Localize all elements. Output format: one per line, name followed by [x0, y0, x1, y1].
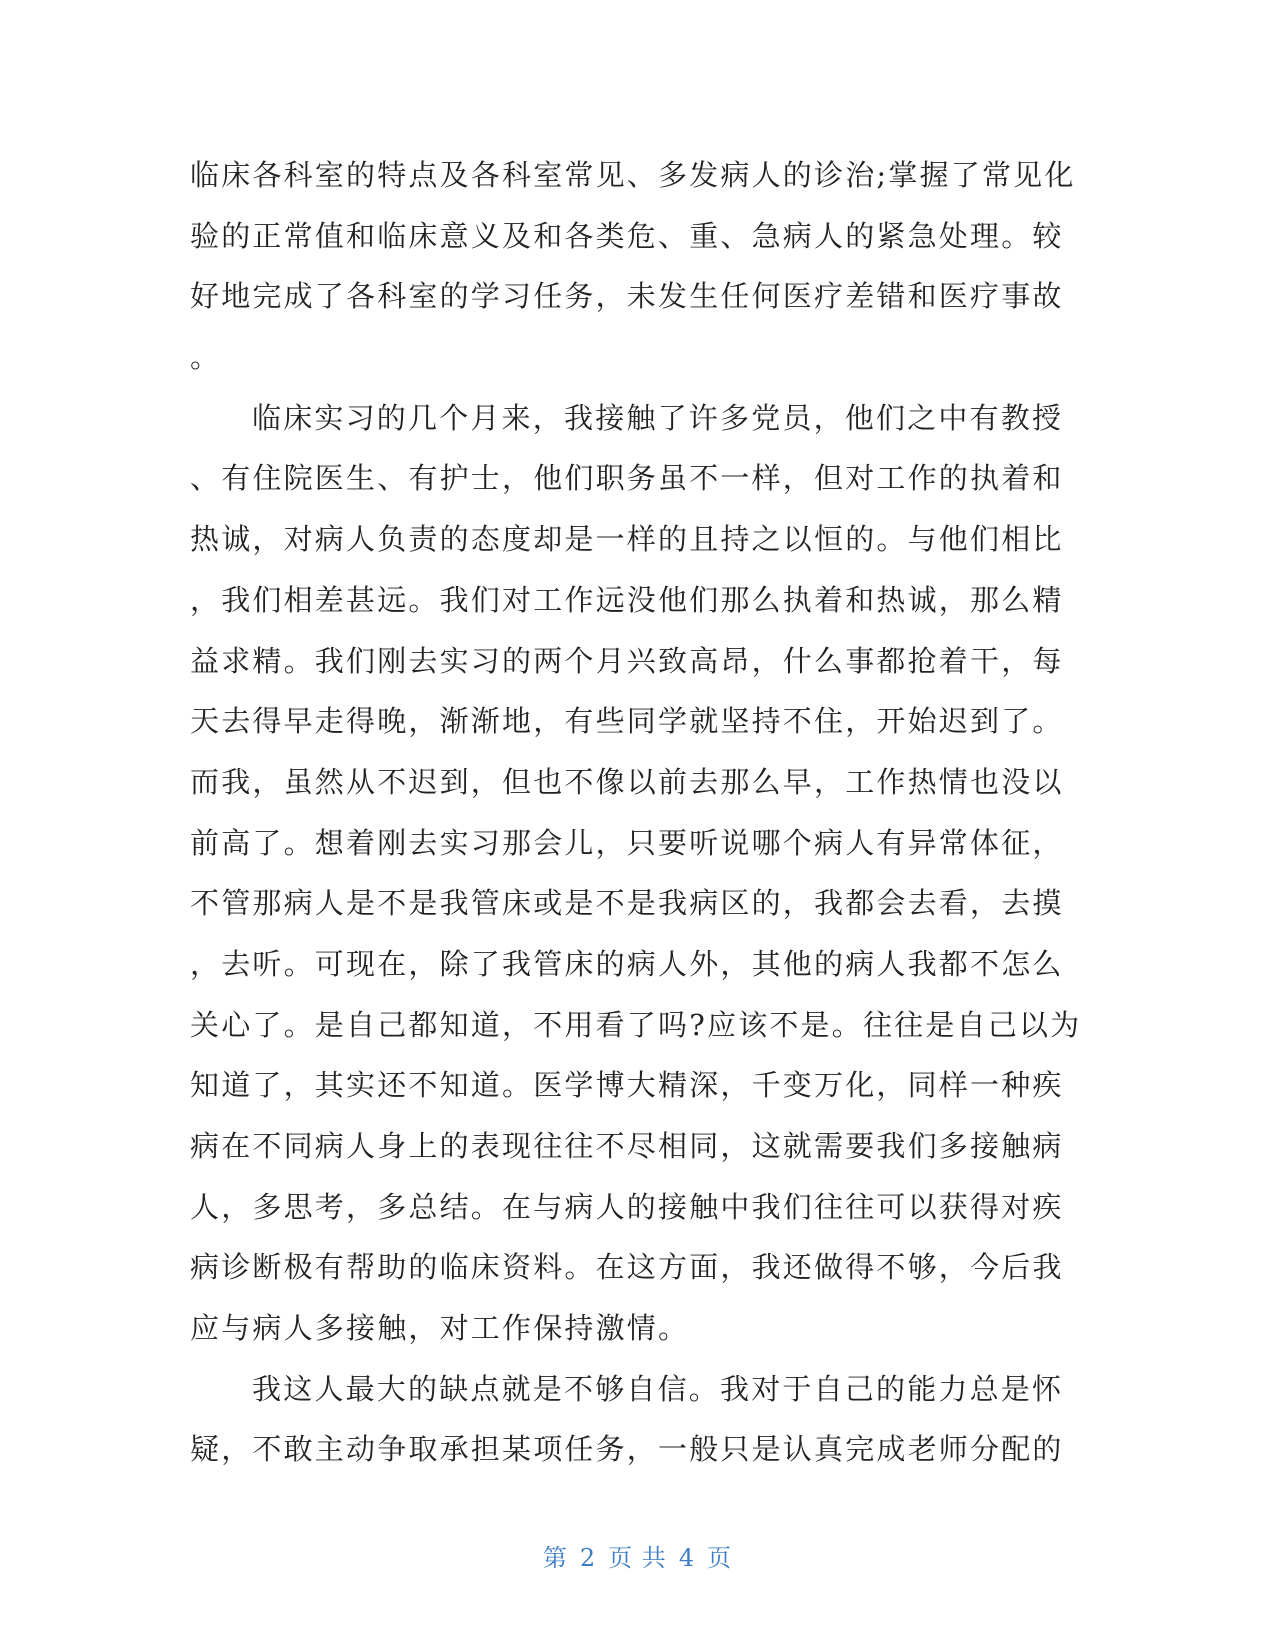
text-line: 验的正常值和临床意义及和各类危、重、急病人的紧急处理。较: [190, 218, 1064, 253]
footer-suffix: 页: [707, 1544, 733, 1572]
text-line: 疑，不敢主动争取承担某项任务，一般只是认真完成老师分配的: [190, 1432, 1064, 1467]
text-line: 病诊断极有帮助的临床资料。在这方面，我还做得不够，今后我: [190, 1250, 1064, 1285]
text-line: 好地完成了各科室的学习任务，未发生任何医疗差错和医疗事故: [190, 279, 1064, 314]
text-line: 病在不同病人身上的表现往往不尽相同，这就需要我们多接触病: [190, 1129, 1064, 1163]
text-line: 不管那病人是不是我管床或是不是我病区的，我都会去看，去摸: [190, 886, 1064, 921]
text-line: 天去得早走得晚，渐渐地，有些同学就坚持不住，开始迟到了。: [190, 704, 1064, 739]
text-line: ，我们相差甚远。我们对工作远没他们那么执着和热诚，那么精: [190, 582, 1064, 617]
text-line: 。: [190, 340, 222, 375]
text-line: ，去听。可现在，除了我管床的病人外，其他的病人我都不怎么: [190, 946, 1064, 981]
text-line: 热诚，对病人负责的态度却是一样的且持之以恒的。与他们相比: [190, 522, 1064, 557]
text-line: 关心了。是自己都知道，不用看了吗?应该不是。往往是自己以为: [190, 1007, 1082, 1042]
text-line: 临床各科室的特点及各科室常见、多发病人的诊治;掌握了常见化: [190, 158, 1076, 192]
text-line: 、有住院医生、有护士，他们职务虽不一样，但对工作的执着和: [190, 461, 1064, 496]
footer-prefix: 第: [542, 1544, 568, 1572]
text-line: 临床实习的几个月来，我接触了许多党员，他们之中有教授: [252, 400, 1064, 435]
text-line: 而我，虽然从不迟到，但也不像以前去那么早，工作热情也没以: [190, 764, 1064, 799]
text-line: 应与病人多接触，对工作保持激情。: [190, 1311, 690, 1346]
text-line: 我这人最大的缺点就是不够自信。我对于自己的能力总是怀: [252, 1371, 1064, 1406]
footer-total-pages: 4: [678, 1544, 696, 1572]
footer-mid: 页 共: [608, 1544, 667, 1572]
text-line: 人，多思考，多总结。在与病人的接触中我们往往可以获得对疾: [190, 1189, 1064, 1224]
text-line: 益求精。我们刚去实习的两个月兴致高昂，什么事都抢着干，每: [190, 643, 1064, 678]
text-line: 知道了，其实还不知道。医学博大精深，千变万化，同样一种疾: [190, 1068, 1064, 1103]
footer-current-page: 2: [579, 1544, 597, 1572]
text-line: 前高了。想着刚去实习那会儿，只要听说哪个病人有异常体征，: [190, 825, 1064, 860]
document-body: [190, 145, 1090, 1480]
page-footer: [0, 1538, 1275, 1573]
